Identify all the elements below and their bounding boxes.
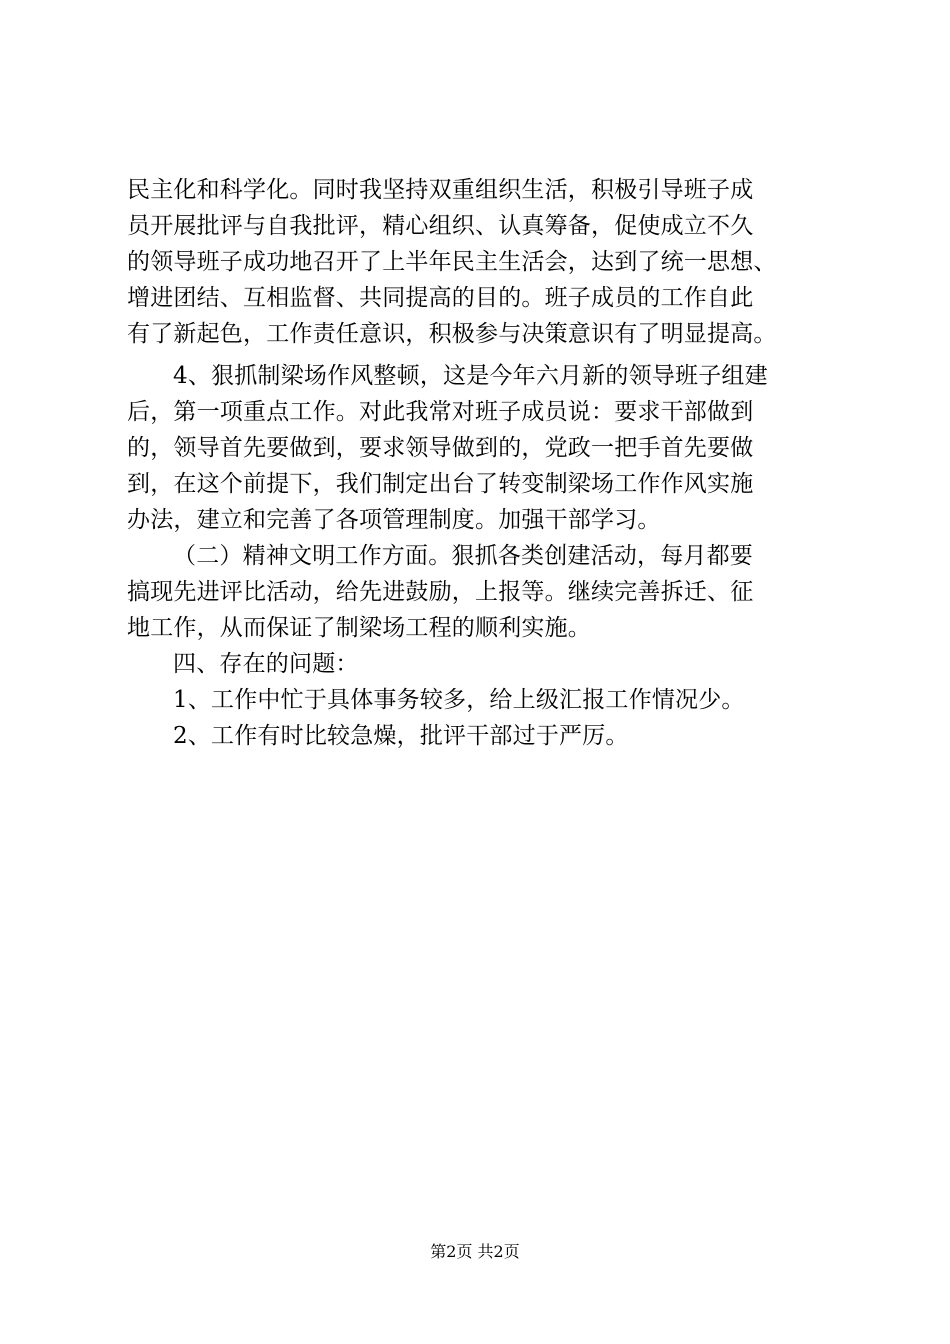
list-item: 1、工作中忙于具体事务较多，给上级汇报工作情况少。 bbox=[173, 687, 745, 713]
page-number-footer: 第2页 共2页 bbox=[430, 1242, 520, 1261]
list-item: 2、工作有时比较急燥，批评干部过于严厉。 bbox=[173, 723, 629, 749]
paragraph-line: 到，在这个前提下，我们制定出台了转变制梁场工作作风实施 bbox=[127, 471, 754, 497]
paragraph-line: 4、狠抓制梁场作风整顿，这是今年六月新的领导班子组建 bbox=[173, 363, 768, 389]
paragraph-line: 办法，建立和完善了各项管理制度。加强干部学习。 bbox=[127, 507, 661, 533]
paragraph-line: （二）精神文明工作方面。狠抓各类创建活动，每月都要 bbox=[173, 543, 753, 569]
paragraph-line: 后，第一项重点工作。对此我常对班子成员说：要求干部做到 bbox=[127, 399, 754, 425]
paragraph-line: 地工作，从而保证了制梁场工程的顺利实施。 bbox=[127, 615, 591, 641]
paragraph-line: 增进团结、互相监督、共同提高的目的。班子成员的工作自此 bbox=[127, 285, 754, 311]
paragraph-line: 有了新起色，工作责任意识，积极参与决策意识有了明显提高。 bbox=[127, 321, 777, 347]
paragraph-line: 民主化和科学化。同时我坚持双重组织生活，积极引导班子成 bbox=[127, 177, 754, 203]
paragraph-line: 员开展批评与自我批评，精心组织、认真筹备，促使成立不久 bbox=[127, 213, 754, 239]
paragraph-line: 的领导班子成功地召开了上半年民主生活会，达到了统一思想、 bbox=[127, 249, 777, 275]
paragraph-line: 搞现先进评比活动，给先进鼓励，上报等。继续完善拆迁、征 bbox=[127, 579, 754, 605]
section-heading: 四、存在的问题： bbox=[173, 651, 359, 677]
paragraph-line: 的，领导首先要做到，要求领导做到的，党政一把手首先要做 bbox=[127, 435, 754, 461]
